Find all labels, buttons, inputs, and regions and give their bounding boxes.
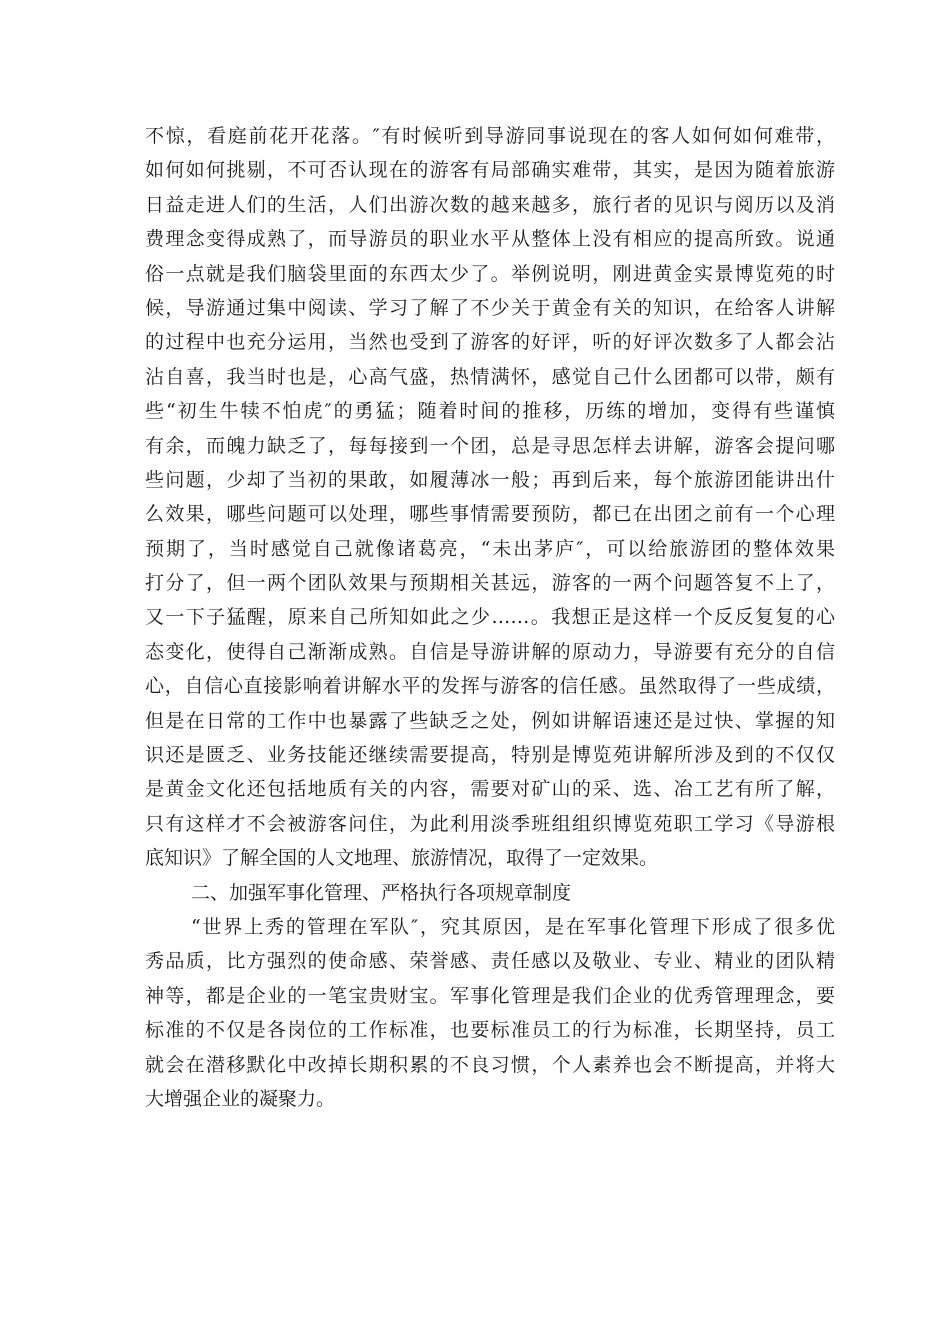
paragraph-line: 只有这样才不会被游客问住，为此利用淡季班组组织博览苑职工学习《导游根 [145,812,835,835]
document-body [145,119,835,1116]
paragraph-line: 么效果，哪些问题可以处理，哪些事情需要预防，都已在出团之前有一个心理 [145,503,835,526]
paragraph-line: 日益走进人们的生活，人们出游次数的越来越多，旅行者的见识与阅历以及消 [145,193,835,216]
paragraph-line: 有余，而魄力缺乏了，每每接到一个团，总是寻思怎样去讲解，游客会提问哪 [145,434,835,457]
paragraph-line: 又一下子猛醒，原来自己所知如此之少……。我想正是这样一个反反复复的心 [145,606,835,629]
paragraph-2 [145,910,835,1116]
paragraph-line: 大增强企业的凝聚力。 [145,1087,336,1110]
paragraph-line: 秀品质，比方强烈的使命感、荣誉感、责任感以及敬业、专业、精业的团队精 [145,950,835,973]
section-heading: 二、加强军事化管理、严格执行各项规章制度 [191,881,572,904]
paragraph-line: 态变化，使得自己渐渐成熟。自信是导游讲解的原动力，导游要有充分的自信 [145,640,835,663]
paragraph-line: 沾自喜，我当时也是，心高气盛，热情满怀，感觉自己什么团都可以带，颇有 [145,365,835,388]
paragraph-line: 是黄金文化还包括地质有关的内容，需要对矿山的采、选、冶工艺有所了解， [145,778,835,801]
paragraph-line: 不惊，看庭前花开花落。″有时候听到导游同事说现在的客人如何如何难带， [145,125,835,147]
paragraph-line: 如何如何挑剔，不可否认现在的游客有局部确实难带，其实，是因为随着旅游 [145,159,835,182]
paragraph-1 [145,119,835,876]
paragraph-line: 识还是匮乏、业务技能还继续需要提高，特别是博览苑讲解所涉及到的不仅仅 [145,744,835,767]
paragraph-line: 标准的不仅是各岗位的工作标准，也要标准员工的行为标准，长期坚持，员工 [145,1019,835,1042]
paragraph-line: “世界上秀的管理在军队″，究其原因，是在军事化管理下形成了很多优 [191,915,835,938]
paragraph-line: 候，导游通过集中阅读、学习了解了不少关于黄金有关的知识，在给客人讲解 [145,296,835,319]
paragraph-line: 些问题，少却了当初的果敢，如履薄冰一般；再到后来，每个旅游团能讲出什 [145,468,835,491]
paragraph-line: 些“初生牛犊不怕虎″的勇猛；随着时间的推移，历练的增加，变得有些谨慎 [145,400,835,423]
paragraph-line: 但是在日常的工作中也暴露了些缺乏之处，例如讲解语速还是过快、掌握的知 [145,709,835,732]
paragraph-line: 底知识》了解全国的人文地理、旅游情况，取得了一定效果。 [145,847,659,870]
paragraph-line: 打分了，但一两个团队效果与预期相关甚远，游客的一两个问题答复不上了， [145,572,835,595]
paragraph-line: 的过程中也充分运用，当然也受到了游客的好评，听的好评次数多了人都会沾 [145,331,835,354]
paragraph-line: 预期了，当时感觉自己就像诸葛亮，“未出茅庐″，可以给旅游团的整体效果 [145,537,835,560]
paragraph-line: 俗一点就是我们脑袋里面的东西太少了。举例说明，刚进黄金实景博览苑的时 [145,262,835,285]
paragraph-line: 神等，都是企业的一笔宝贵财宝。军事化管理是我们企业的优秀管理理念，要 [145,984,835,1007]
paragraph-line: 就会在潜移默化中改掉长期积累的不良习惯，个人素养也会不断提高，并将大 [145,1053,835,1076]
paragraph-line: 心，自信心直接影响着讲解水平的发挥与游客的信任感。虽然取得了一些成绩， [145,675,835,698]
paragraph-line: 费理念变得成熟了，而导游员的职业水平从整体上没有相应的提高所致。说通 [145,228,835,251]
